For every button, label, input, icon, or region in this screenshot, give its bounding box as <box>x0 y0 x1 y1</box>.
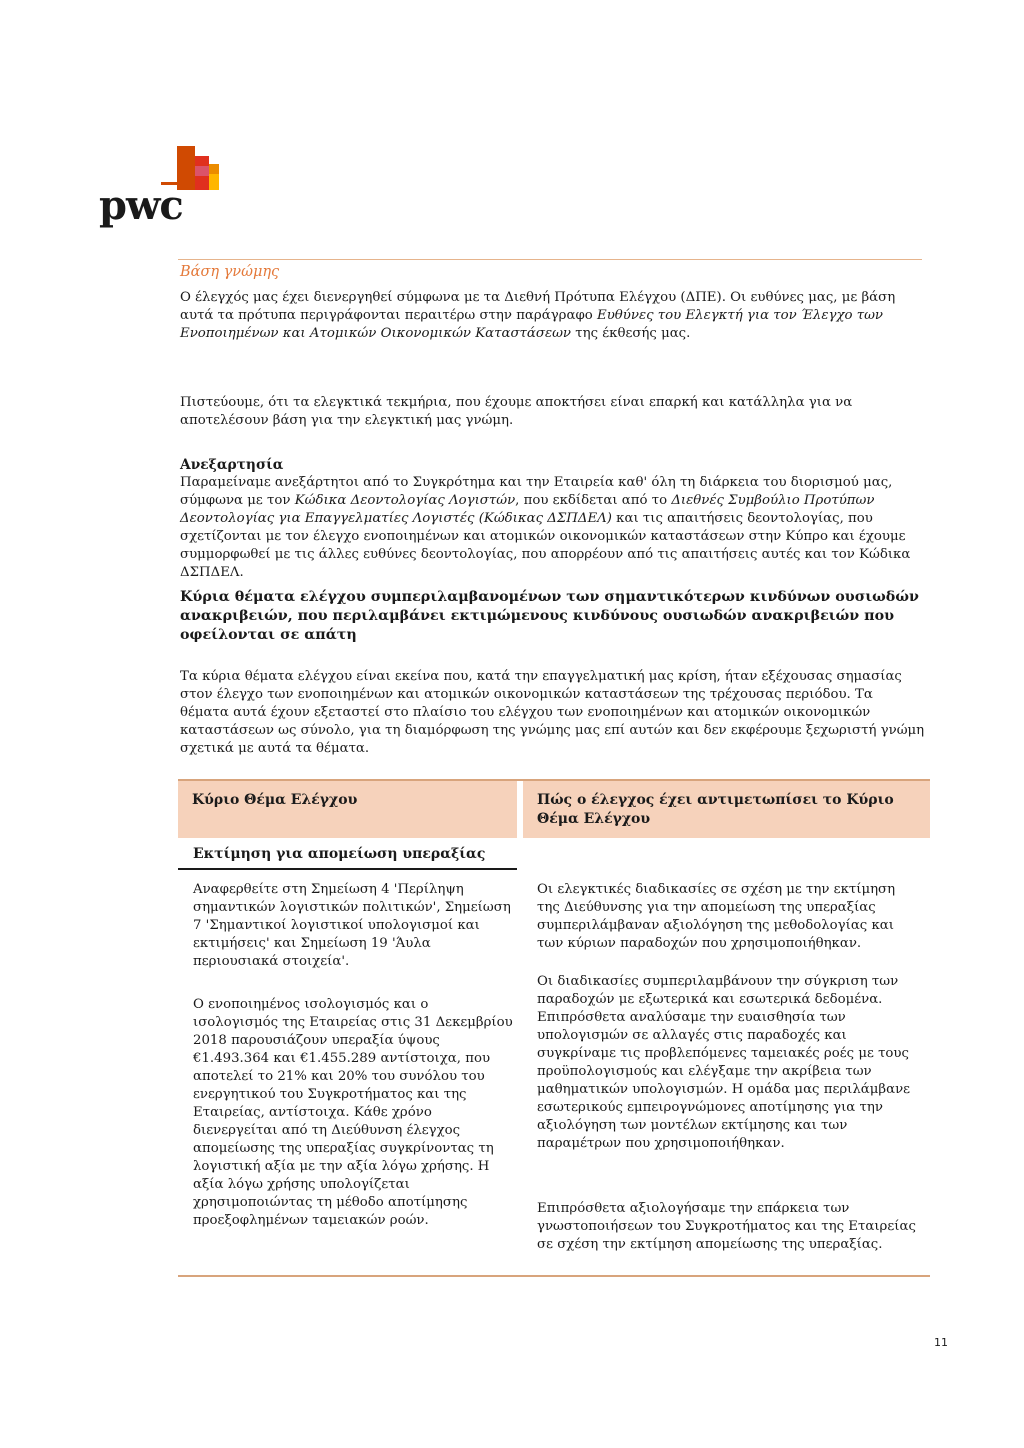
section-divider <box>178 259 922 260</box>
table-bottom-rule <box>178 1275 930 1277</box>
goodwill-impairment-subheading: Εκτίμηση για απομείωση υπεραξίας <box>193 846 486 862</box>
matter-paragraph-2: Ο ενοποιημένος ισολογισμός και ο ισολογισμός της Εταιρείας στις 31 Δεκεμβρίου 2018 παρουσιάζουν υπεραξία ύψους €1.493.364 και €1.455.289 αντίστοιχα, που αποτελεί το 21% και 20% του συνόλου του ενεργητικού του Συγκροτήματος και της Εταιρείας, αντίστοιχα. Κάθε χρόνο διενεργείται από τη Διεύθυνση έλεγχος απομείωσης της υπεραξίας συγκρίνοντας τη λογιστική αξία με την αξία λόγω χρήσης. Η αξία λόγω χρήσης υπολογίζεται χρησιμοποιώντας τη μέθοδο αποτίμησης προεξοφλημένων ταμειακών ροών. <box>193 997 513 1228</box>
basis-paragraph-1: Ο έλεγχός μας έχει διενεργηθεί σύμφωνα με τα Διεθνή Πρότυπα Ελέγχου (ΔΠΕ). Οι ευθύνες μας, με βάση αυτά τα πρότυπα περιγράφονται περαιτέρω στην παράγραφο Ευθύνες του Ελεγκτή για τον Έλεγχο των Ενοποιημένων και Ατομικών Οικονομικών Καταστάσεων της έκθεσής μας. <box>180 290 896 341</box>
table-header-audit-response: Πώς ο έλεγχος έχει αντιμετωπίσει το Κύριο Θέμα Ελέγχου <box>523 781 930 838</box>
pwc-wordmark: pwc <box>99 182 183 229</box>
pwc-logo <box>99 140 229 235</box>
response-paragraph-3: Επιπρόσθετα αξιολογήσαμε την επάρκεια των γνωστοποιήσεων του Συγκροτήματος και της Εταιρείας σε σχέση την εκτίμηση απομείωσης της υπεραξίας. <box>537 1201 916 1252</box>
independence-heading: Ανεξαρτησία <box>180 457 284 473</box>
response-paragraph-2: Οι διαδικασίες συμπεριλαμβάνουν την σύγκριση των παραδοχών με εξωτερικά και εσωτερικά δεδομένα. Επιπρόσθετα αναλύσαμε την ευαισθησία των υπολογισμών σε αλλαγές στις παραδοχές και συγκρίναμε τις προβλεπόμενες ταμειακές ροές με τους προϋπολογισμούς και ελέγξαμε την ακρίβεια των μαθηματικών υπολογισμών. Η ομάδα μας περιλάμβανε εσωτερικούς εμπειρογνώμονες αποτίμησης για την αξιολόγηση των μοντέλων εκτίμησης και των παραμέτρων που χρησιμοποιήθηκαν. <box>537 974 911 1151</box>
basis-paragraph-2: Πιστεύουμε, ότι τα ελεγκτικά τεκμήρια, που έχουμε αποκτήσει είναι επαρκή και κατάλληλα για να αποτελέσουν βάση για την ελεγκτική μας γνώμη. <box>180 395 853 428</box>
matter-paragraph-1: Αναφερθείτε στη Σημείωση 4 'Περίληψη σημαντικών λογιστικών πολιτικών', Σημείωση 7 'Σημαντικοί λογιστικοί υπολογισμοί και εκτιμήσεις' και Σημείωση 19 'Άυλα περιουσιακά στοιχεία'. <box>193 882 511 969</box>
table-header-key-audit-matter: Κύριο Θέμα Ελέγχου <box>178 781 517 838</box>
independence-paragraph: Παραμείναμε ανεξάρτητοι από το Συγκρότημα και την Εταιρεία καθ' όλη τη διάρκεια του διορισμού μας, σύμφωνα με τον Κώδικα Δεοντολογίας Λογιστών, που εκδίδεται από το Διεθνές Συμβούλιο Προτύπων Δεοντολογίας για Επαγγελματίες Λογιστές (Κώδικας ΔΣΠΔΕΛ) και τις απαιτήσεις δεοντολογίας, που σχετίζονται με τον έλεγχο ενοποιημένων και ατομικών οικονομικών καταστάσεων στην Κύπρο και έχουμε συμμορφωθεί με τις άλλες ευθύνες δεοντολογίας, που απορρέουν από τις απαιτήσεις αυτές και τον Κώδικα ΔΣΠΔΕΛ. <box>180 475 911 580</box>
response-paragraph-1: Οι ελεγκτικές διαδικασίες σε σχέση με την εκτίμηση της Διεύθυνσης για την απομείωση της υπεραξίας συμπεριλάμβαναν αξιολόγηση της μεθοδολογίας και των κύριων παραδοχών που χρησιμοποιήθηκαν. <box>537 882 896 951</box>
key-audit-matters-intro: Τα κύρια θέματα ελέγχου είναι εκείνα που, κατά την επαγγελματική μας κρίση, ήταν εξέχουσας σημασίας στον έλεγχο των ενοποιημένων και ατομικών οικονομικών καταστάσεων της τρέχουσας περιόδου. Τα θέματα αυτά έχουν εξεταστεί στο πλαίσιο του ελέγχου των ενοποιημένων και ατομικών οικονομικών καταστάσεων ως σύνολο, για τη διαμόρφωση της γνώμης μας επί αυτών και δεν εκφέρουμε ξεχωριστή γνώμη σχετικά με αυτά τα θέματα. <box>180 669 925 756</box>
subheading-rule <box>178 868 517 870</box>
key-audit-matters-heading: Κύρια θέματα ελέγχου συμπεριλαμβανομένων των σημαντικότερων κινδύνων ουσιωδών ανακριβειών, που περιλαμβάνει εκτιμώμενους κινδύνους ουσιωδών ανακριβειών που οφείλονται σε απάτη <box>180 589 919 643</box>
page-number: 11 <box>934 1336 948 1349</box>
basis-heading: Βάση γνώμης <box>180 264 280 280</box>
